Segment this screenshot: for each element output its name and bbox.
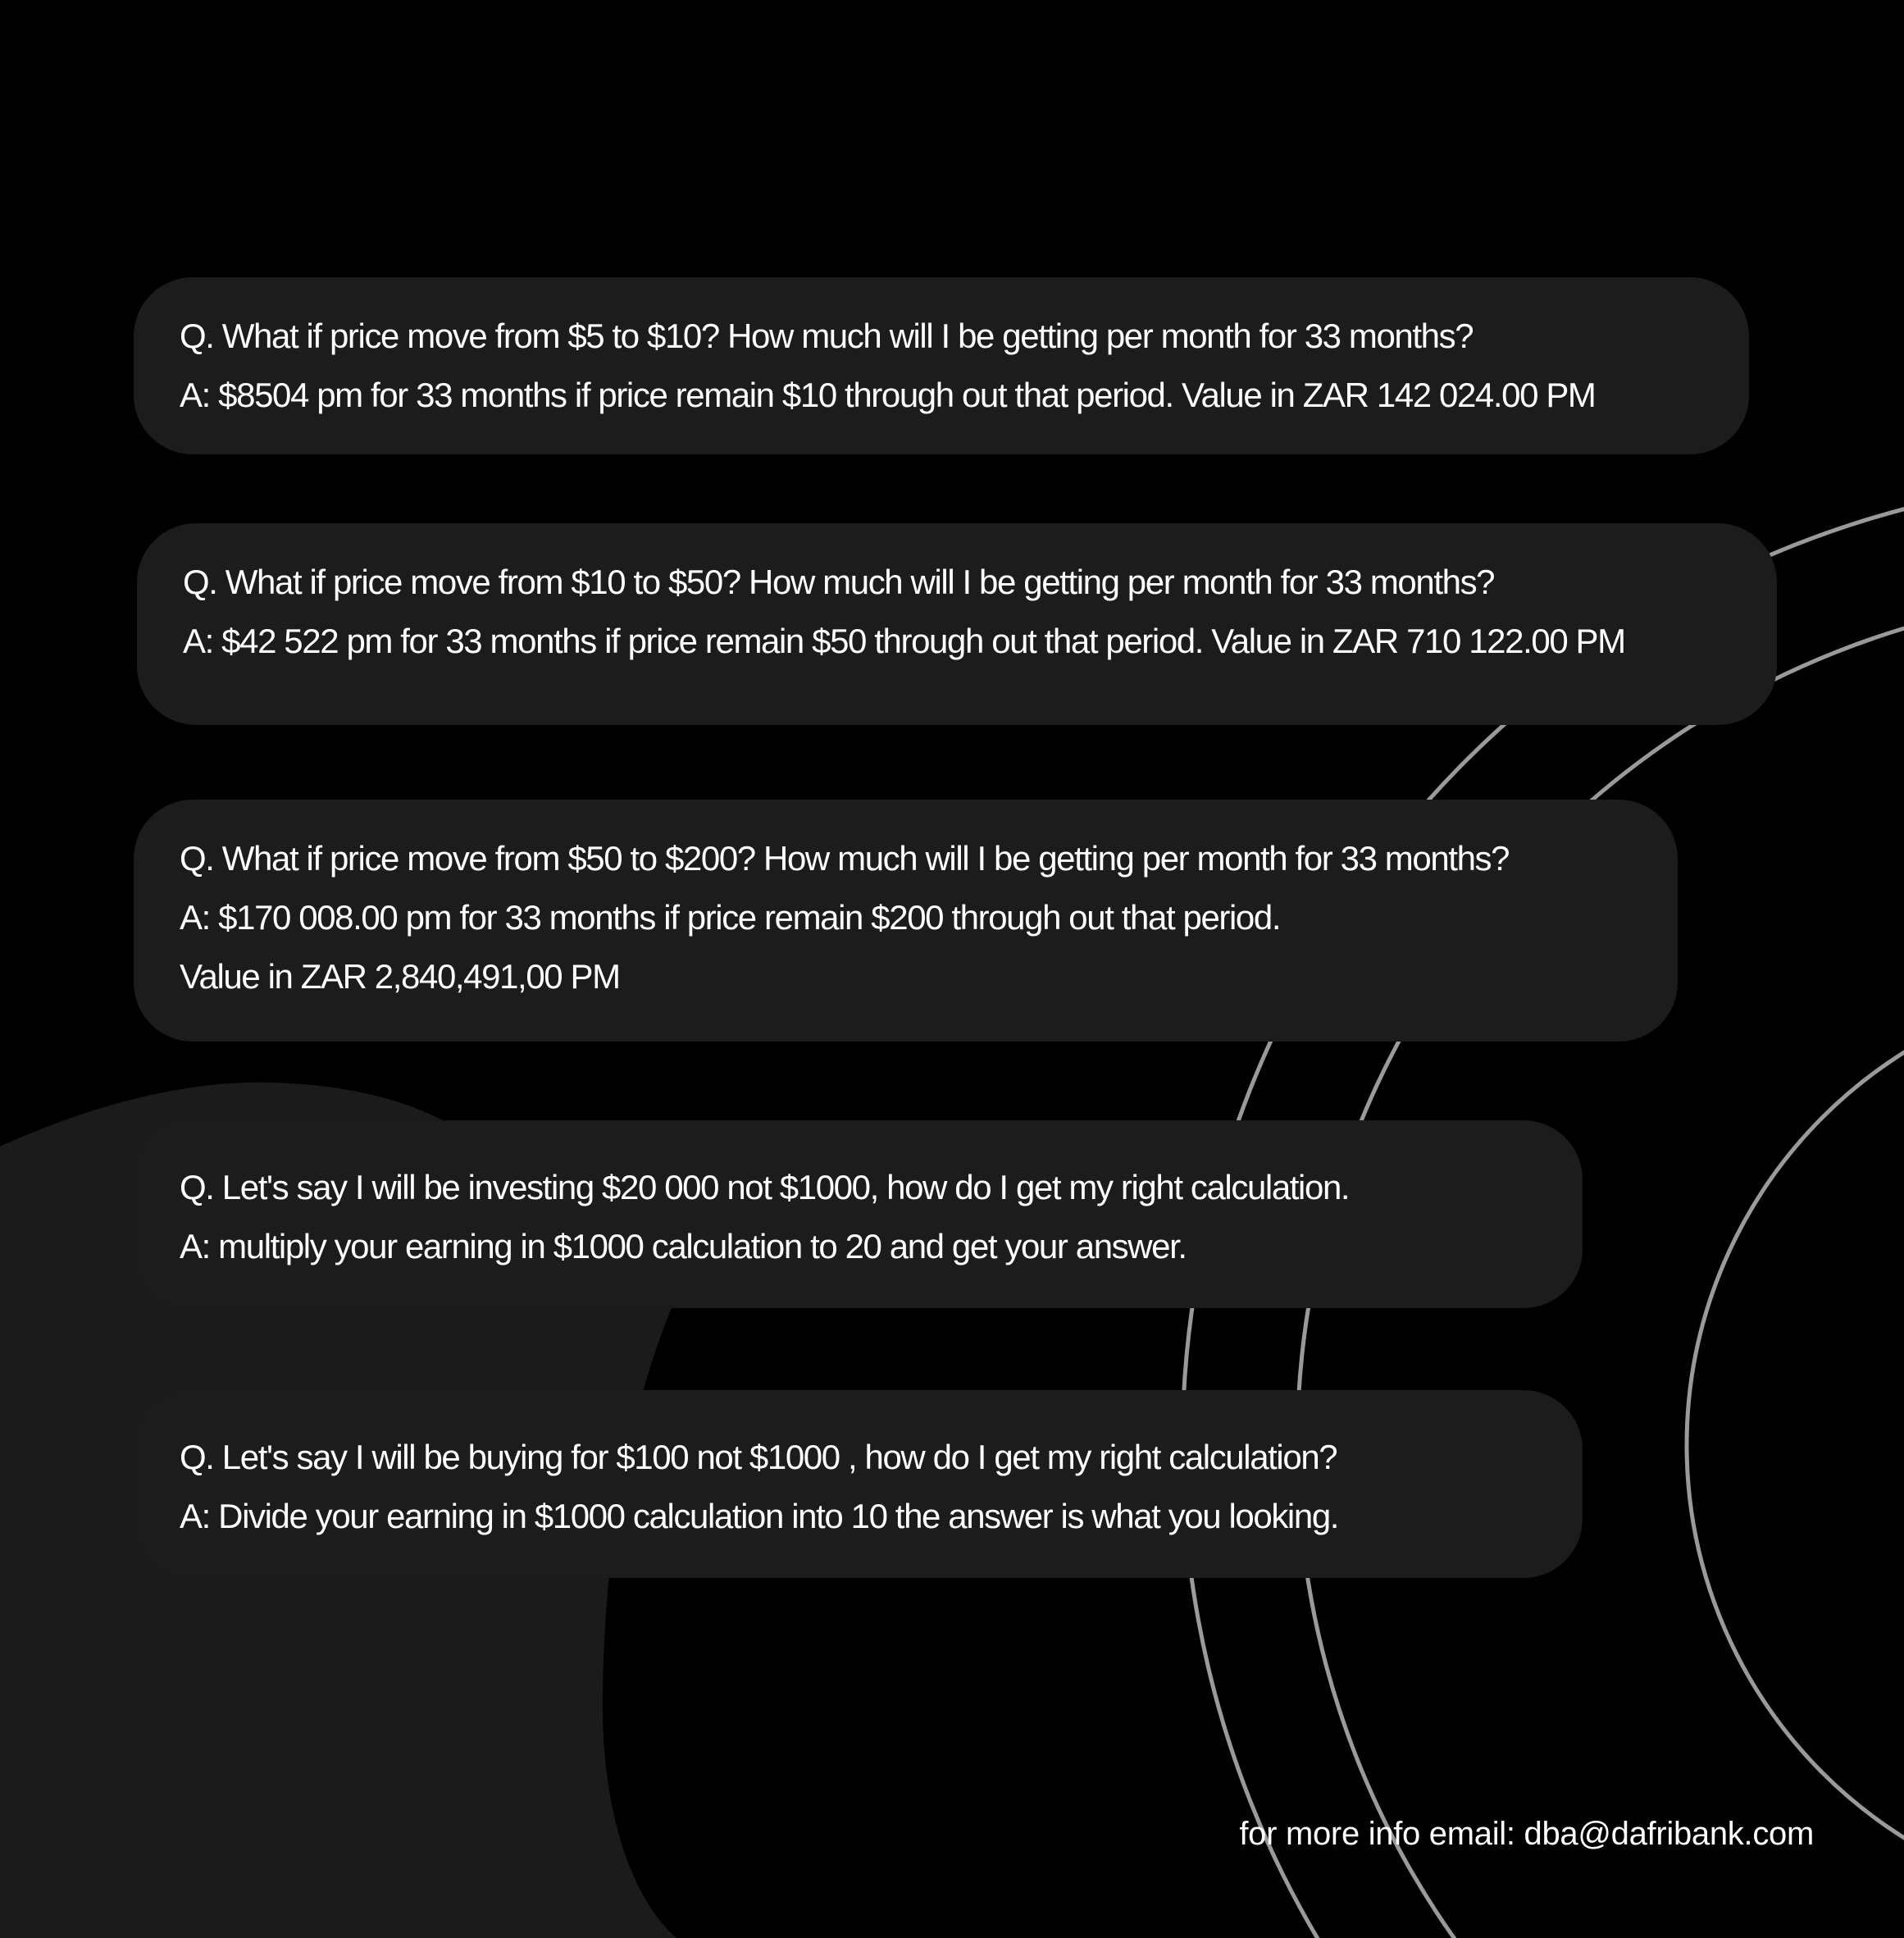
faq-card <box>134 800 1678 1042</box>
faq-answer: A: $170 008.00 pm for 33 months if price remain $200 through out that period. <box>180 898 1281 937</box>
faq-card <box>134 1120 1583 1308</box>
background-arc-inner <box>1687 982 1904 1908</box>
faq-answer: A: $8504 pm for 33 months if price remain $10 through out that period. Value in ZAR 142 024.00 PM <box>180 376 1596 414</box>
faq-card <box>137 523 1777 725</box>
faq-question: Q. What if price move from $50 to $200? How much will I be getting per month for 33 months? <box>180 839 1510 878</box>
faq-question: Q. Let's say I will be buying for $100 not $1000 , how do I get my right calculation? <box>180 1438 1337 1476</box>
faq-question: Q. What if price move from $5 to $10? How much will I be getting per month for 33 months? <box>180 317 1474 355</box>
contact-email-text: for more info email: dba@dafribank.com <box>1239 1816 1814 1852</box>
faq-answer: A: $42 522 pm for 33 months if price remain $50 through out that period. Value in ZAR 710 122.00 PM <box>183 622 1625 660</box>
faq-card <box>134 277 1749 454</box>
faq-question: Q. What if price move from $10 to $50? How much will I be getting per month for 33 months? <box>183 563 1495 601</box>
faq-question: Q. Let's say I will be investing $20 000 not $1000, how do I get my right calculation. <box>180 1168 1350 1206</box>
faq-answer: A: Divide your earning in $1000 calculation into 10 the answer is what you looking. <box>180 1497 1339 1535</box>
faq-card <box>134 1390 1583 1578</box>
faq-answer: A: multiply your earning in $1000 calculation to 20 and get your answer. <box>180 1227 1187 1265</box>
faq-answer-continued: Value in ZAR 2,840,491,00 PM <box>180 957 620 996</box>
